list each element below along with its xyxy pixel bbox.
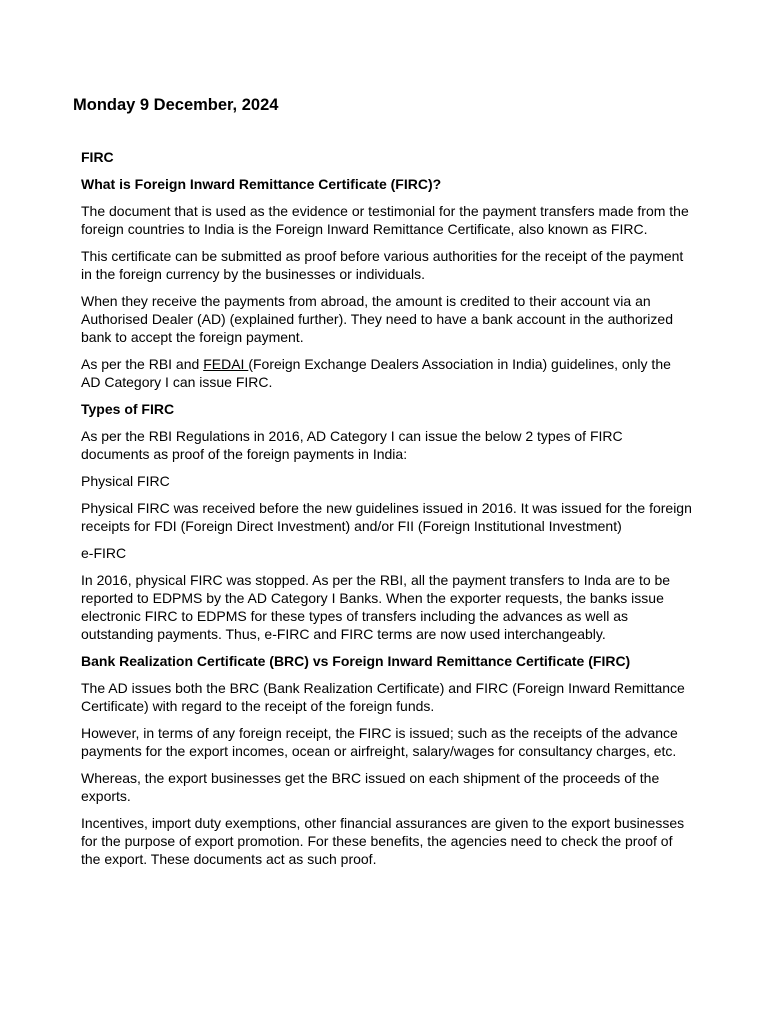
types-heading: Types of FIRC: [81, 401, 175, 417]
fedai-link[interactable]: FEDAI: [203, 356, 249, 372]
paragraph-foreign-receipt: However, in terms of any foreign receipt, the FIRC is issued; such as the receipts of the advance payments for the export incomes, ocean or airfreight, salary/wages for consultancy charges, etc.: [81, 725, 678, 759]
brc-vs-firc-heading: Bank Realization Certificate (BRC) vs Foreign Inward Remittance Certificate (FIRC): [81, 653, 631, 669]
physical-firc-label: Physical FIRC: [81, 473, 170, 489]
paragraph-physical-firc: Physical FIRC was received before the new guidelines issued in 2016. It was issued for the foreign receipts for FDI (Foreign Direct Investment) and/or FII (Foreign Institutional Investment): [81, 500, 692, 534]
paragraph-types-intro: As per the RBI Regulations in 2016, AD Category I can issue the below 2 types of FIRC documents as proof of the foreign payments in India:: [81, 428, 623, 462]
section-heading-firc: FIRC: [81, 149, 114, 165]
page-date: Monday 9 December, 2024: [73, 96, 279, 114]
document-body: [81, 148, 693, 877]
paragraph-fedai-before: As per the RBI and: [81, 356, 204, 372]
paragraph-efirc: In 2016, physical FIRC was stopped. As per the RBI, all the payment transfers to Inda are to be reported to EDPMS by the AD Category I Banks. When the exporter requests, the banks issue electronic FIRC to EDPMS for these types of transfers including the advances as well as outstanding payments. Thus, e-FIRC and FIRC terms are now used interchangeably.: [81, 572, 671, 642]
efirc-label: e-FIRC: [81, 545, 127, 561]
question-heading: What is Foreign Inward Remittance Certificate (FIRC)?: [81, 176, 442, 192]
paragraph-submission: This certificate can be submitted as proof before various authorities for the receipt of the payment in the foreign currency by the businesses or individuals.: [81, 248, 684, 282]
paragraph-fedai-after: (Foreign Exchange Dealers Association in India) guidelines, only the AD Category I can issue FIRC.: [81, 356, 671, 390]
paragraph-fedai: [81, 355, 693, 391]
paragraph-definition: The document that is used as the evidence or testimonial for the payment transfers made from the foreign countries to India is the Foreign Inward Remittance Certificate, also known as FIRC.: [81, 203, 689, 237]
paragraph-authorised-dealer: When they receive the payments from abroad, the amount is credited to their account via an Authorised Dealer (AD) (explained further). They need to have a bank account in the authorized bank to accept the foreign payment.: [81, 293, 673, 345]
paragraph-brc-shipment: Whereas, the export businesses get the BRC issued on each shipment of the proceeds of the exports.: [81, 770, 660, 804]
paragraph-ad-issues: The AD issues both the BRC (Bank Realization Certificate) and FIRC (Foreign Inward Remittance Certificate) with regard to the receipt of the foreign funds.: [81, 680, 685, 714]
paragraph-incentives: Incentives, import duty exemptions, other financial assurances are given to the export businesses for the purpose of export promotion. For these benefits, the agencies need to check the proof of the export. These documents act as such proof.: [81, 815, 685, 867]
